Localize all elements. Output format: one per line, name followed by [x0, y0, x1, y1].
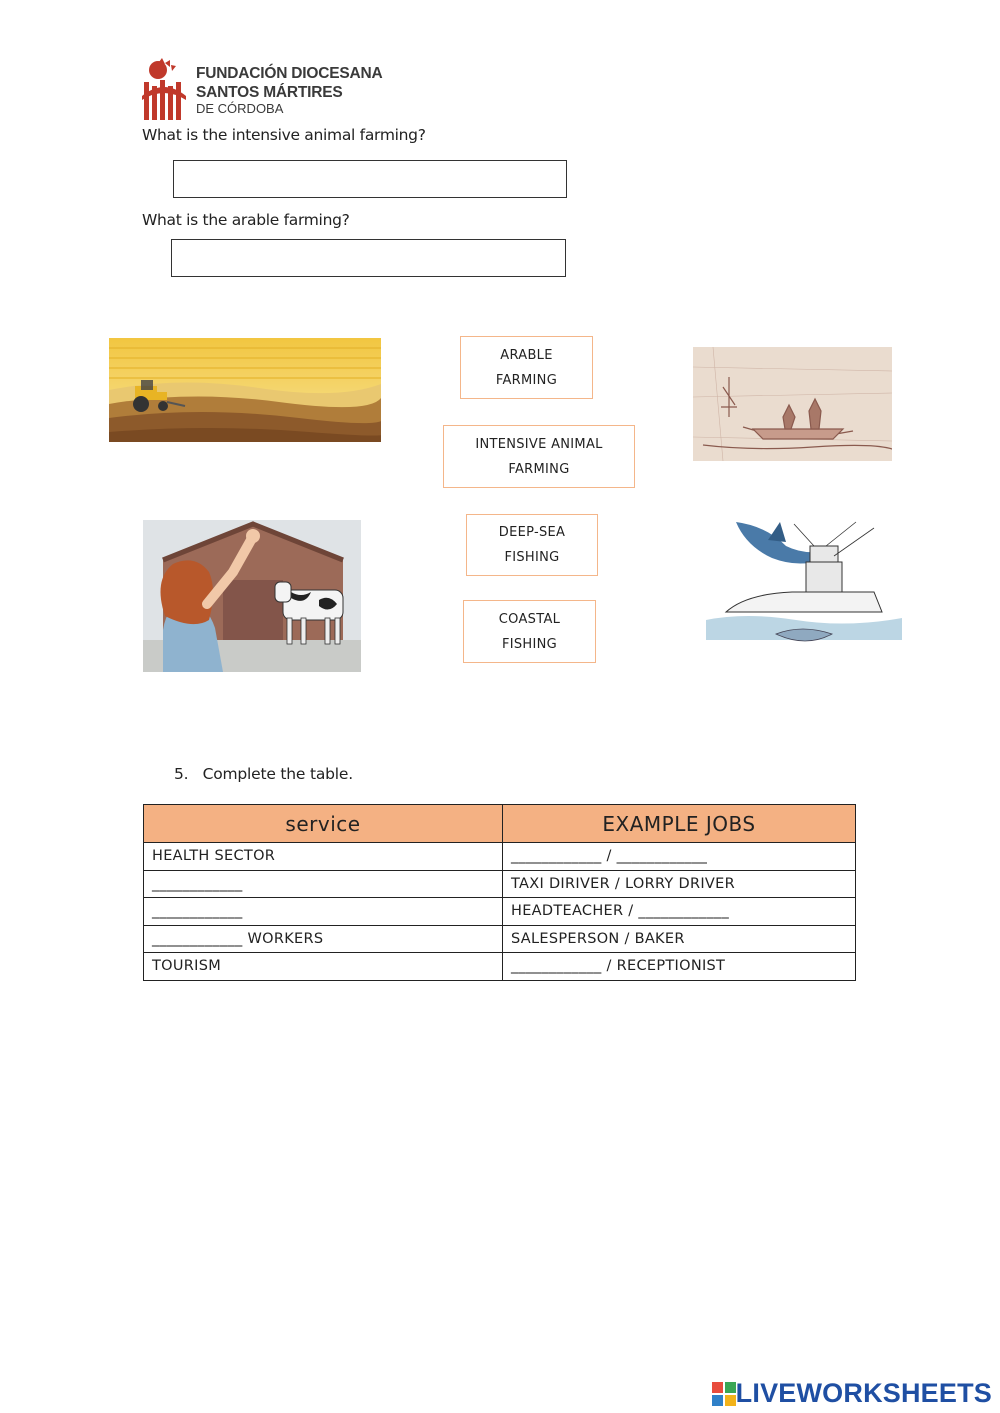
- services-table: [143, 804, 856, 981]
- coastal-boat-sketch-image[interactable]: [693, 347, 892, 461]
- header-service: service: [144, 805, 503, 843]
- foundation-name: [196, 64, 383, 116]
- label-line: FISHING: [504, 550, 560, 565]
- org-line-3: DE CÓRDOBA: [196, 101, 284, 116]
- jobs-cell-blank[interactable]: HEADTEACHER / ____________: [503, 898, 856, 926]
- service-cell: HEALTH SECTOR: [144, 843, 503, 871]
- jobs-cell-blank[interactable]: ____________ / RECEPTIONIST: [503, 953, 856, 981]
- label-arable-farming[interactable]: [460, 336, 593, 399]
- table-row: [144, 953, 856, 981]
- label-line: ARABLE: [500, 347, 553, 363]
- table-header-row: [144, 805, 856, 843]
- header-example-jobs: EXAMPLE JOBS: [503, 805, 856, 843]
- jobs-cell: SALESPERSON / BAKER: [503, 925, 856, 953]
- service-cell-blank[interactable]: ____________ WORKERS: [144, 925, 503, 953]
- answer-input-intensive-farming[interactable]: [173, 160, 567, 198]
- label-intensive-animal-farming[interactable]: [443, 425, 635, 488]
- label-coastal-fishing[interactable]: [463, 600, 596, 663]
- label-deep-sea-fishing[interactable]: [466, 514, 598, 576]
- label-line: COASTAL: [498, 611, 561, 627]
- label-line: INTENSIVE ANIMAL: [475, 436, 603, 452]
- service-cell: TOURISM: [144, 953, 503, 981]
- org-line-1: FUNDACIÓN DIOCESANA: [196, 65, 383, 82]
- table-row: [144, 843, 856, 871]
- org-line-2: SANTOS MÁRTIRES: [196, 84, 343, 101]
- jobs-cell: TAXI DIRIVER / LORRY DRIVER: [503, 870, 856, 898]
- service-cell-blank[interactable]: ____________: [144, 870, 503, 898]
- service-cell-blank[interactable]: ____________: [144, 898, 503, 926]
- tractor-field-image[interactable]: [109, 338, 381, 442]
- label-line: FARMING: [495, 372, 558, 388]
- answer-input-arable-farming[interactable]: [171, 239, 566, 277]
- foundation-logo-icon: [140, 56, 190, 122]
- label-line: FISHING: [501, 636, 558, 652]
- label-line: FARMING: [508, 461, 570, 477]
- question-arable-farming: What is the arable farming?: [142, 211, 350, 229]
- task-text: Complete the table.: [202, 765, 353, 783]
- table-row: [144, 925, 856, 953]
- liveworksheets-icon: [712, 1382, 736, 1406]
- label-line: DEEP-SEA: [498, 525, 566, 540]
- task-5-instruction: [174, 765, 353, 783]
- jobs-cell-blank[interactable]: ____________ / ____________: [503, 843, 856, 871]
- table-row: [144, 898, 856, 926]
- liveworksheets-logo: [712, 1378, 992, 1409]
- liveworksheets-brand: LIVEWORKSHEETS: [735, 1378, 992, 1408]
- question-intensive-farming: What is the intensive animal farming?: [142, 126, 426, 144]
- marlin-fishing-boat-image[interactable]: [706, 516, 902, 668]
- table-row: [144, 870, 856, 898]
- girl-with-cow-image[interactable]: [143, 520, 361, 672]
- task-number: 5.: [174, 765, 189, 783]
